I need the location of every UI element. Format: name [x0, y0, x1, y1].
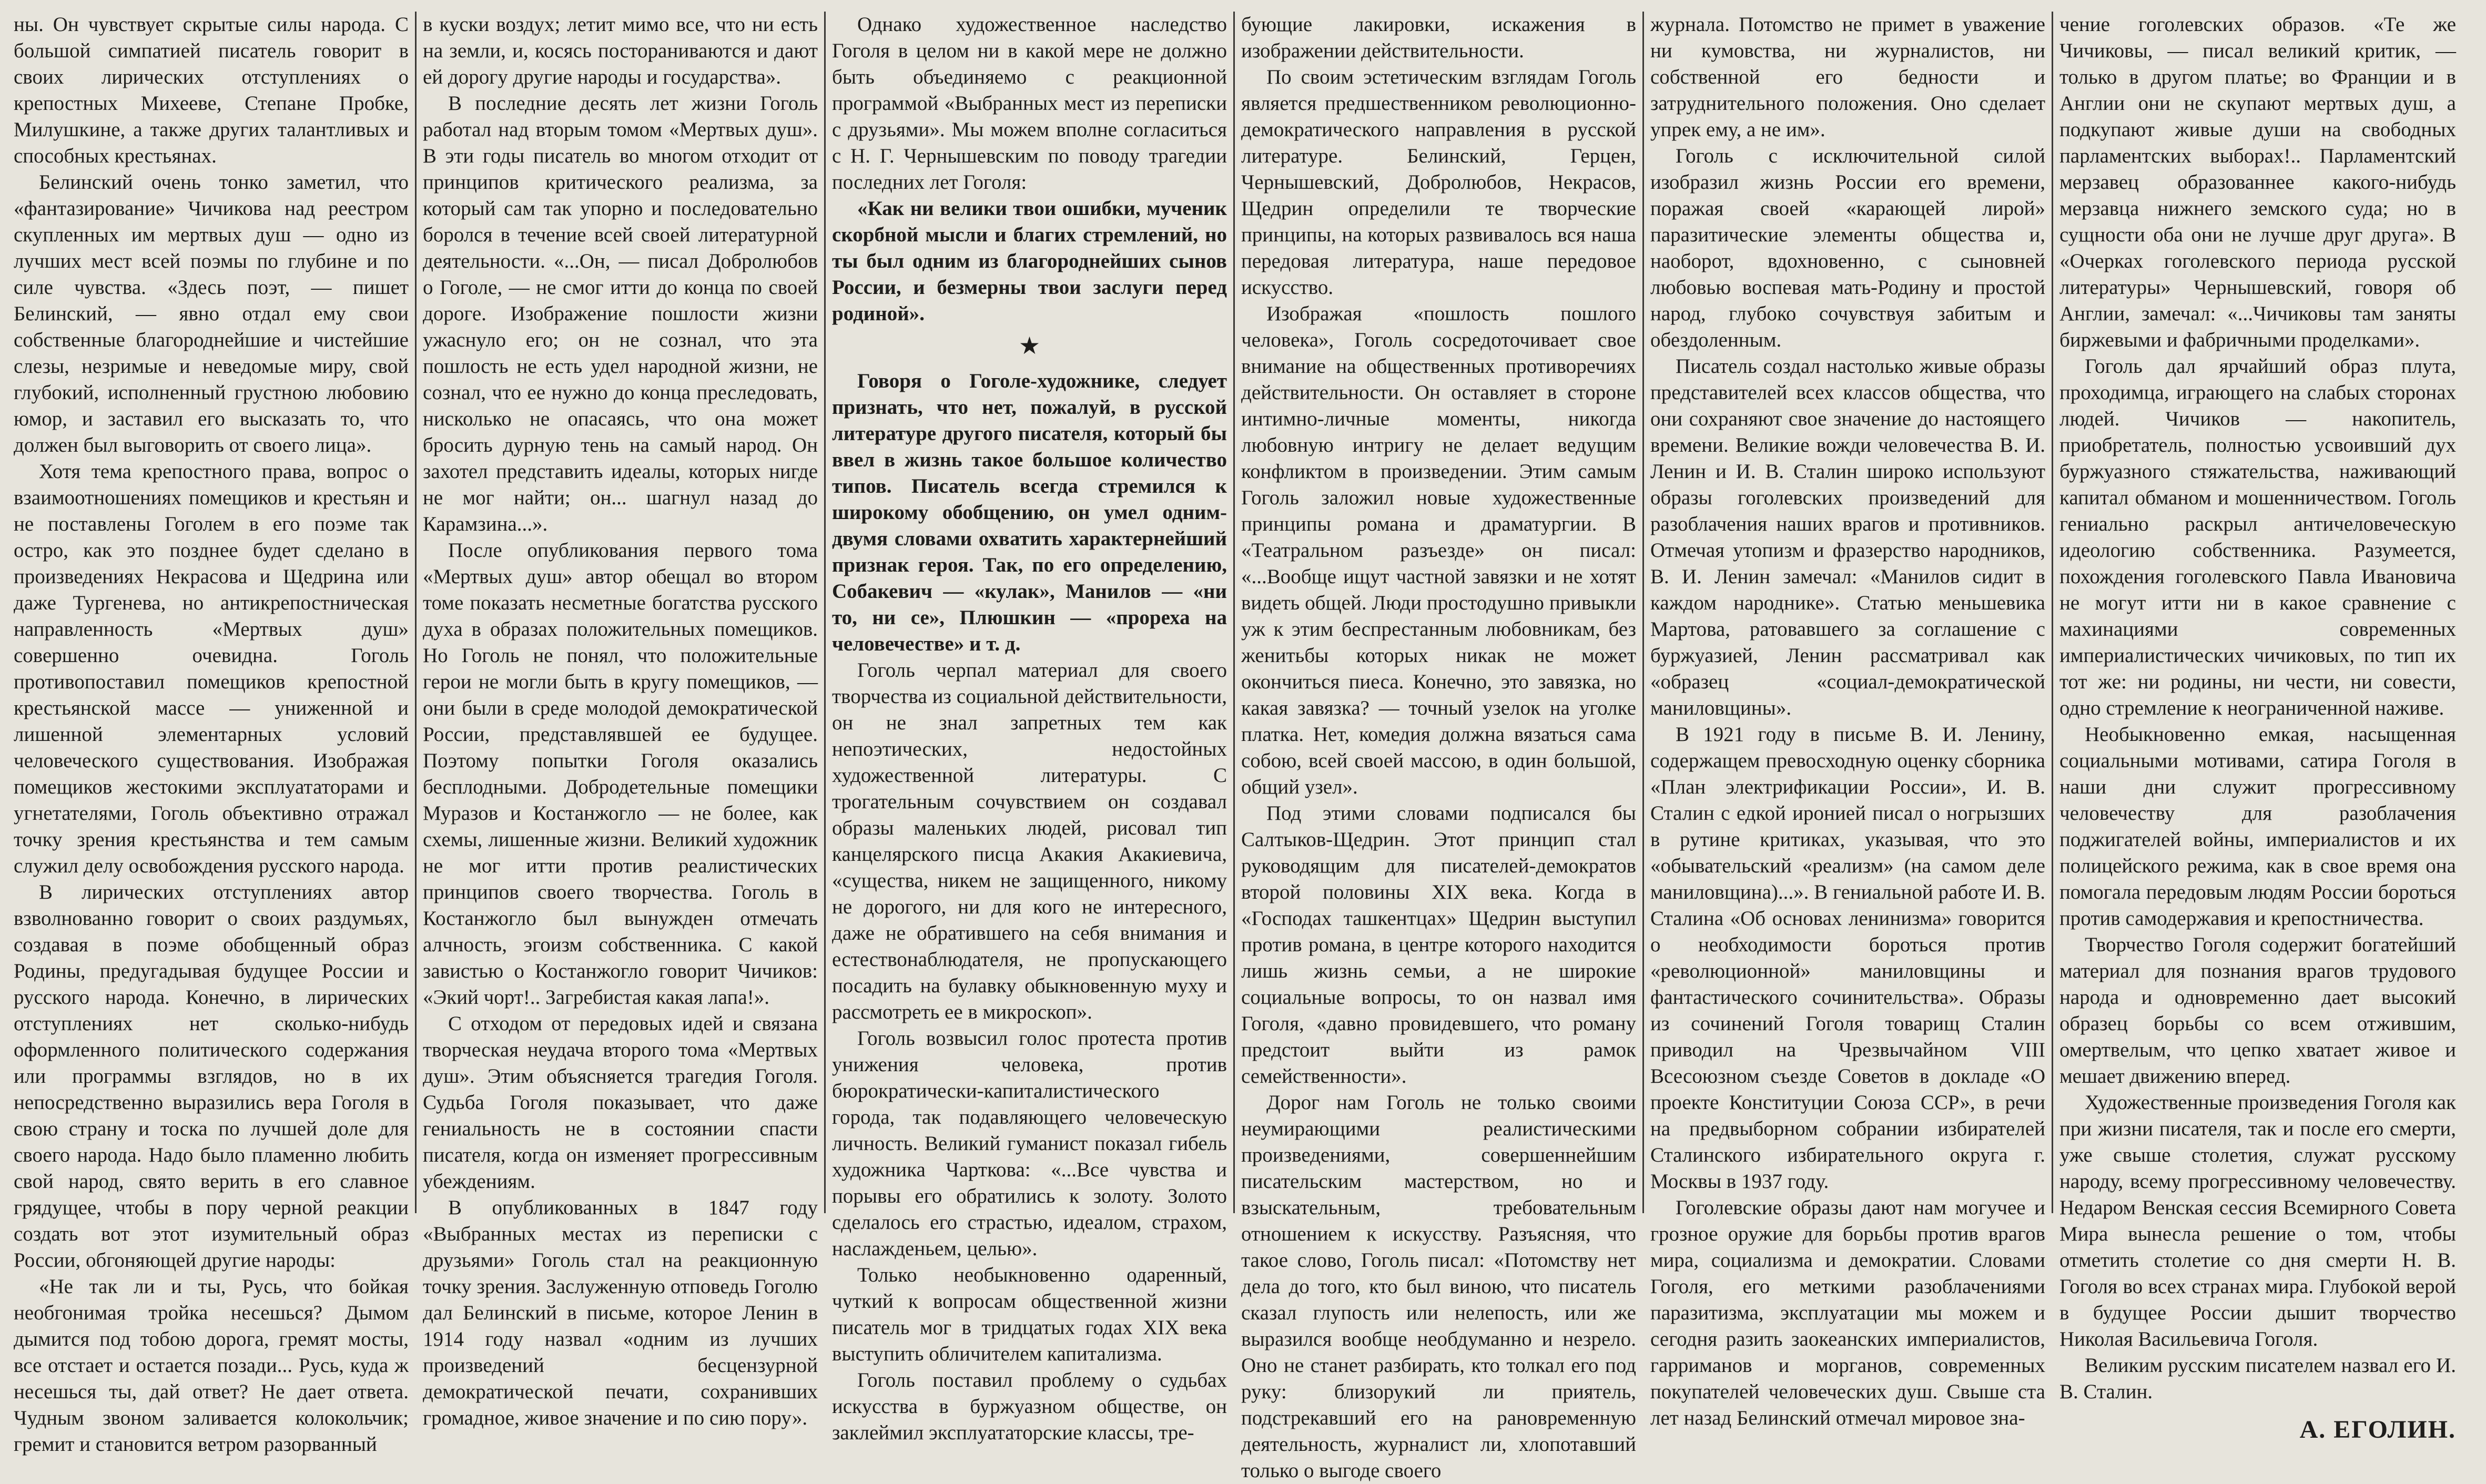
paragraph: В опубликованных в 1847 году «Выбранных местах из переписки с друзьями» Гоголь стал на реакционную точку зрения. Заслуженную отповедь Гоголю дал Белинский в письме, которое Ленин в 1914 году назвал «одним из лучших произведений бесцензурной демократической печати, сохранивших громадное, живое значение и по сию пору».	[423, 1196, 818, 1429]
text-column-1	[7, 12, 417, 1456]
paragraph: Гоголь поставил проблему о судьбах искусства в буржуазном обществе, он заклеймил эксплуататорские классы, тре-	[832, 1369, 1227, 1444]
paragraph: в куски воздух; летит мимо все, что ни есть на земли, и, косясь постораниваются и дают ей дорогу другие народы и государства».	[423, 13, 818, 88]
paragraph: журнала. Потомство не примет в уважение ни кумовства, ни журналистов, ни собственной его бедности и затруднительного положения. Оно сделает упрек ему, а не им».	[1650, 13, 2045, 141]
section-divider-star: ★	[1018, 332, 1041, 359]
paragraph: «Как ни велики твои ошибки, мученик скорбной мысли и благих стремлений, но ты был одним из благороднейших сынов России, и безмерны твои заслуги перед родиной».	[832, 197, 1227, 325]
paragraph: Дорог нам Гоголь не только своими неумирающими реалистическими произведениями, совершеннейшим писательским мастерством, но и взыскательным, требовательным отношением к искусству. Разъясняя, что такое слово, Гоголь писал: «Потомству нет дела до того, кто был виною, что писатель сказал глупость или нелепость, или же выразился вообще необдуманно и незрело. Оно не станет разбирать, кто толкал его под руку: близорукий ли приятель, подстрекавший его на рановременную деятельность, журналист ли, хлопотавший только о выгоде своего	[1241, 1091, 1636, 1482]
text-column-5	[1644, 12, 2053, 1429]
paragraph: Творчество Гоголя содержит богатейший материал для познания врагов трудового народа и одновременно дает высокий образец борьбы со всем отжившим, омертвелым, что цепко хватает живое и мешает движению вперед.	[2059, 933, 2456, 1087]
paragraph: ны. Он чувствует скрытые силы народа. С большой симпатией писатель говорит в своих лирических отступлениях о крепостных Михееве, Степане Пробке, Милушкине, а также других талантливых и способных крестьянах.	[14, 13, 409, 167]
text-column-4	[1235, 12, 1644, 1482]
paragraph: В последние десять лет жизни Гоголь работал над вторым томом «Мертвых душ». В эти годы писатель во многом отходит от принципов критического реализма, за который сам так упорно и последовательно боролся в течение всей своей литературной деятельности. «...Он, — писал Добролюбов о Гоголе, — не смог итти до конца по своей дороге. Изображение пошлости жизни ужаснуло его; он не сознал, что эта пошлость не есть удел народной жизни, не сознал, что ее нужно до конца преследовать, нисколько не опасаясь, что она может бросить дурную тень на самый народ. Он захотел представить идеалы, которых нигде не мог найти; он... шагнул назад до Карамзина...».	[423, 92, 818, 535]
paragraph: Гоголевские образы дают нам могучее и грозное оружие для борьбы против врагов мира, социализма и демократии. Словами Гоголя, его меткими разоблачениями паразитизма, эксплуатации мы можем и сегодня разить заокеанских империалистов, гарриманов и морганов, современных покупателей человеческих душ. Свыше ста лет назад Белинский отмечал мировое зна-	[1650, 1196, 2045, 1429]
paragraph: Гоголь дал ярчайший образ плута, проходимца, играющего на слабых сторонах людей. Чичиков — накопитель, приобретатель, полностью усвоивший дух буржуазного стяжательства, наживающий капитал обманом и мошенничеством. Гоголь гениально раскрыл античеловеческую идеологию собственника. Разумеется, похождения гоголевского Павла Ивановича не могут итти ни в какое сравнение с махинациями современных империалистических чичиковых, по тип их тот же: ни родины, ни чести, ни совести, одно стремление к неограниченной наживе.	[2059, 355, 2456, 719]
paragraph: Однако художественное наследство Гоголя в целом ни в какой мере не должно быть объединяемо с реакционной программой «Выбранных мест из переписки с друзьями». Мы можем вполне согласиться с Н. Г. Чернышевским по поводу трагедии последних лет Гоголя:	[832, 13, 1227, 194]
paragraph: Писатель создал настолько живые образы представителей всех классов общества, что они сохраняют свое значение до настоящего времени. Великие вожди человечества В. И. Ленин и И. В. Сталин широко используют образы гоголевских произведений для разоблачения наших врагов и противников. Отмечая утопизм и фразерство народников, В. И. Ленин замечал: «Манилов сидит в каждом народнике». Статью меньшевика Мартова, ратовавшего за соглашение с буржуазией, Ленин рассматривал как «образец «социал-демократической маниловщины».	[1650, 355, 2045, 719]
paragraph: Хотя тема крепостного права, вопрос о взаимоотношениях помещиков и крестьян и не поставлены Гоголем в его поэме так остро, как это позднее будет сделано в произведениях Некрасова и Щедрина или даже Тургенева, но антикрепостническая направленность «Мертвых душ» совершенно очевидна. Гоголь противопоставил помещиков крепостной крестьянской массе — униженной и лишенной элементарных условий человеческого существования. Изображая помещиков жестокими эксплуататорами и угнетателями, Гоголь объективно отражал точку зрения крестьянства и тем самым служил делу освобождения русского народа.	[14, 460, 409, 877]
text-column-3	[826, 12, 1235, 1444]
paragraph: В лирических отступлениях автор взволнованно говорит о своих раздумьях, создавая в поэме обобщенный образ Родины, предугадывая будущее России и русского народа. Конечно, в лирических отступлениях нет сколько-нибудь оформленного политического содержания или программы взглядов, но в их непосредственно выразились вера Гоголя в свою страну и тоска по лучшей доле для своего народа. Надо было пламенно любить свой народ, свято верить в его славное грядущее, чтобы в пору черной реакции создать вот этот изумительный образ России, обгоняющей другие народы:	[14, 881, 409, 1272]
paragraph: «Не так ли и ты, Русь, что бойкая необгонимая тройка несешься? Дымом дымится под тобою дорога, гремят мосты, все отстает и остается позади... Русь, куда ж несешься ты, дай ответ? Не дает ответа. Чудным звоном заливается колокольчик; гремит и становится ветром разорванный	[14, 1275, 409, 1456]
paragraph: Гоголь с исключительной силой изобразил жизнь России его времени, поражая своей «карающей лирой» паразитические элементы общества и, наоборот, вдохновенно, с сыновней любовью воспевая мать-Родину и простой народ, глубоко сочувствуя забитым и обездоленным.	[1650, 145, 2045, 351]
paragraph: Гоголь черпал материал для своего творчества из социальной действительности, он не знал запретных тем как непоэтических, недостойных художественной литературы. С трогательным сочувствием он создавал образы маленьких людей, рисовал тип канцелярского писца Акакия Акакиевича, «существа, никем не защищенного, никому не дорогого, ни для кого не интересного, даже не обратившего на себя внимания и естествонаблюдателя, не пропускающего посадить на булавку обыкновенную муху и рассмотреть ее в микроскоп».	[832, 659, 1227, 1023]
text-column-2	[417, 12, 826, 1429]
paragraph: По своим эстетическим взглядам Гоголь является предшественником революционно-демократического направления в русской литературе. Белинский, Герцен, Чернышевский, Добролюбов, Некрасов, Щедрин определили те творческие принципы, на которых развивалось вся наша передовая литература, наше передовое искусство.	[1241, 66, 1636, 299]
text-column-6	[2053, 12, 2462, 1444]
paragraph: Под этими словами подписался бы Салтыков-Щедрин. Этот принцип стал руководящим для писателей-демократов второй половины XIX века. Когда в «Господах ташкентцах» Щедрин выступил против романа, в центре которого находится лишь жизнь семьи, а не широкие социальные вопросы, то он назвал имя Гоголя, «давно провидевшего, что роману предстоит выйти из рамок семейственности».	[1241, 802, 1636, 1087]
paragraph: Говоря о Гоголе-художнике, следует признать, что нет, пожалуй, в русской литературе другого писателя, который бы ввел в жизнь такое большое количество типов. Писатель всегда стремился к широкому обобщению, он умел одним-двумя словами охватить характернейший признак героя. Так, по его определению, Собакевич — «кулак», Манилов — «ни то, ни се», Плюшкин — «прореха на человечестве» и т. д.	[832, 370, 1227, 655]
paragraph: чение гоголевских образов. «Те же Чичиковы, — писал великий критик, — только в другом платье; во Франции и в Англии они не скупают мертвых душ, а подкупают живые души на свободных парламентских выборах!.. Парламентский мерзавец образованнее какого-нибудь мерзавца нижнего земского суда; но в сущности оба они не лучше друг друга». В «Очерках гоголевского периода русской литературы» Чернышевский, говоря об Англии, замечал: «...Чичиковы там заняты биржевыми и фабричными проделками».	[2059, 13, 2456, 351]
paragraph: Художественные произведения Гоголя как при жизни писателя, так и после его смерти, уже свыше столетия, служат русскому народу, всему прогрессивному человечеству. Недаром Венская сессия Всемирного Совета Мира вынесла решение о том, чтобы отметить столетие со дня смерти Н. В. Гоголя во всех странах мира. Глубокой верой в будущее России дышит творчество Николая Васильевича Гоголя.	[2059, 1091, 2456, 1350]
paragraph: Необыкновенно емкая, насыщенная социальными мотивами, сатира Гоголя в наши дни служит прогрессивному человечеству для разоблачения поджигателей войны, империалистов и их полицейского режима, как в свое время она помогала передовым людям России бороться против самодержавия и крепостничества.	[2059, 723, 2456, 930]
paragraph: Только необыкновенно одаренный, чуткий к вопросам общественной жизни писатель мог в тридцатых годах XIX века выступить обличителем капитализма.	[832, 1264, 1227, 1365]
paragraph: Гоголь возвысил голос протеста против унижения человека, против бюрократически-капиталистического города, так подавляющего человеческую личность. Великий гуманист показал гибель художника Чарткова: «...Все чувства и порывы его обратились к золоту. Золото сделалось его страстью, идеалом, страхом, наслажденьем, целью».	[832, 1027, 1227, 1260]
paragraph: С отходом от передовых идей и связана творческая неудача второго тома «Мертвых душ». Этим объясняется трагедия Гоголя. Судьба Гоголя показывает, что даже гениальность не в состоянии спасти писателя, когда он изменяет прогрессивным убеждениям.	[423, 1012, 818, 1193]
paragraph: После опубликования первого тома «Мертвых душ» автор обещал во втором томе показать несметные богатства русского духа в образах положительных помещиков. Но Гоголь не понял, что положительные герои не могли быть в кругу помещиков, — они были в среде молодой демократической России, представлявшей ее будущее. Поэтому попытки Гоголя оказались бесплодными. Добродетельные помещики Муразов и Костанжогло — не более, как схемы, лишенные жизни. Великий художник не мог итти против реалистических принципов своего творчества. Гоголь в Костанжогло был вынужден отмечать алчность, эгоизм собственника. С какой завистью о Костанжогло говорит Чичиков: «Экий чорт!.. Загребистая какая лапа!».	[423, 539, 818, 1009]
paragraph: Белинский очень тонко заметил, что «фантазирование» Чичикова над реестром скупленных им мертвых душ — одно из лучших мест всей поэмы по глубине и по силе чувства. «Здесь поэт, — пишет Белинский, — явно отдал ему свои собственные благороднейшие и чистейшие слезы, незримые и неведомые миру, свой глубокий, исполненный грустною любовию юмор, и заставил его высказать то, что должен был выговорить от своего лица».	[14, 171, 409, 456]
author-signature: А. ЕГОЛИН.	[2299, 1416, 2456, 1444]
paragraph: Изображая «пошлость пошлого человека», Гоголь сосредоточивает свое внимание на общественных противоречиях действительности. Он оставляет в стороне интимно-личные моменты, никогда любовную интригу не делает ведущим конфликтом в произведении. Этим самым Гоголь заложил новые художественные принципы романа и драматургии. В «Театральном разъезде» он писал: «...Вообще ищут частной завязки и не хотят видеть общей. Люди простодушно привыкли уж к этим беспрестанным любовникам, без женитьбы которых никак не может окончиться пиеса. Конечно, это завязка, но какая завязка? — точный узелок на уголке платка. Нет, комедия должна вязаться сама собою, всей своей массою, в один большой, общий узел».	[1241, 302, 1636, 798]
paragraph: бующие лакировки, искажения в изображении действительности.	[1241, 13, 1636, 62]
paragraph: В 1921 году в письме В. И. Ленину, содержащем превосходную оценку сборника «План электрификации России», И. В. Сталин с едкой иронией писал о ногрызших в рутине критиках, указывая, что это «обывательский «реализм» (на самом деле маниловщина)...». В гениальной работе И. В. Сталина «Об основах ленинизма» говорится о необходимости бороться против «революционной» маниловщины и фантастического сочинительства». Образы из сочинений Гоголя товарищ Сталин приводил на Чрезвычайном VIII Всесоюзном съезде Советов в докладе «О проекте Конституции Союза ССР», в речи на предвыборном собрании избирателей Сталинского избирательного округа г. Москвы в 1937 году.	[1650, 723, 2045, 1193]
paragraph: Великим русским писателем назвал его И. В. Сталин.	[2059, 1354, 2456, 1403]
